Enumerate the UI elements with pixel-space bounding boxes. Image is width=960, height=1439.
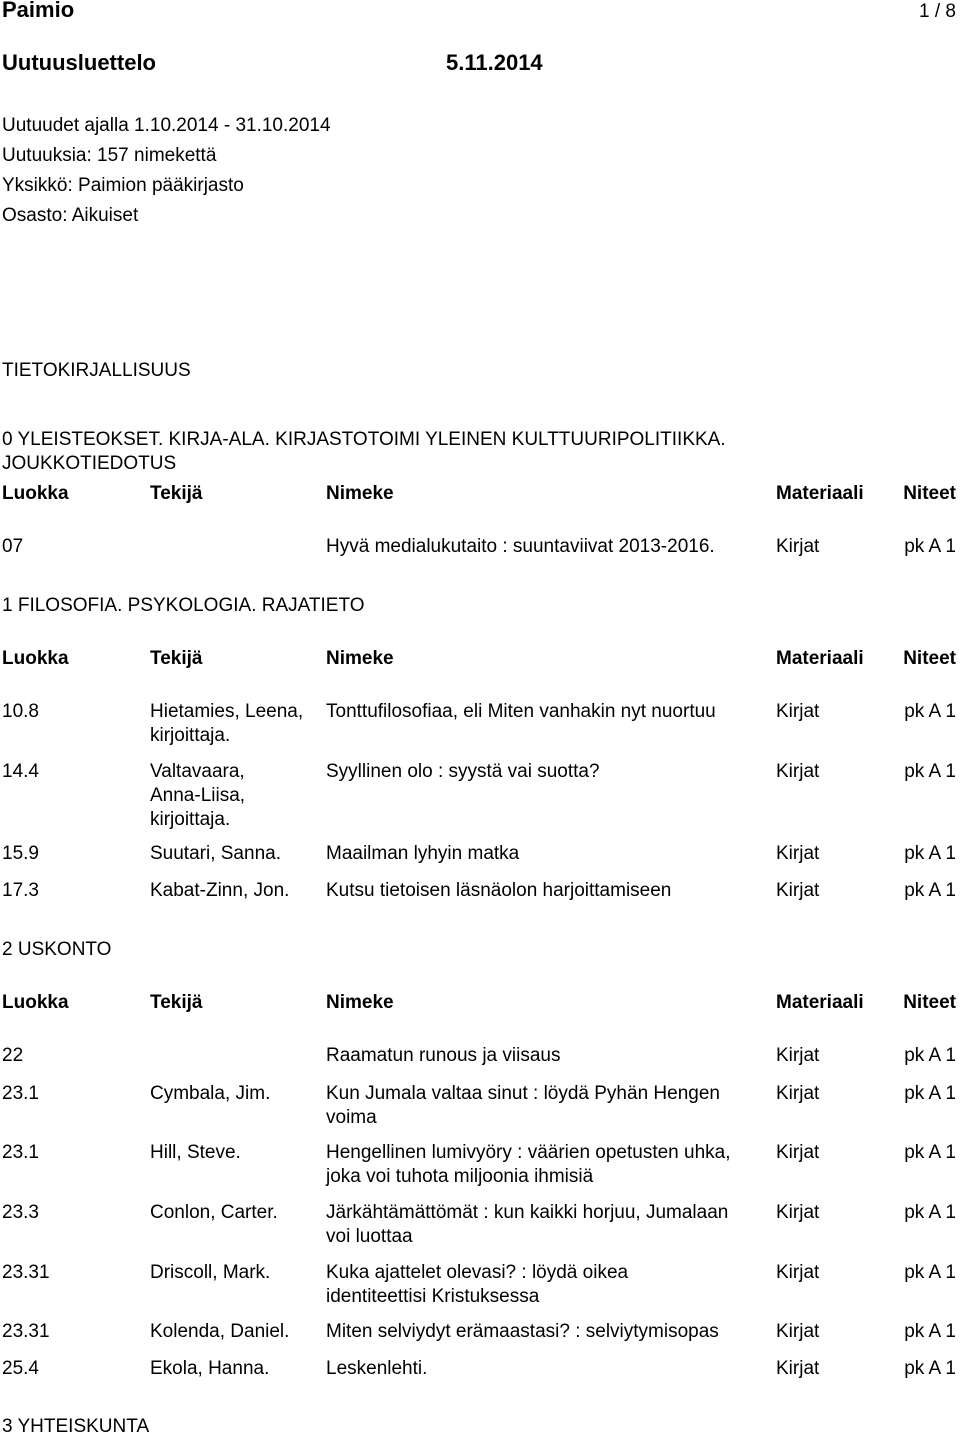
column-header-author: Tekijä (150, 648, 203, 669)
row-copies: pk A 1 (904, 536, 956, 557)
row-class: 15.9 (2, 843, 39, 864)
row-class: 17.3 (2, 880, 39, 901)
row-class: 22 (2, 1045, 24, 1066)
row-author: Kolenda, Daniel. (150, 1321, 290, 1342)
list-title: Uutuusluettelo (2, 50, 156, 75)
column-header-title: Nimeke (326, 992, 394, 1013)
row-material: Kirjat (776, 1083, 820, 1104)
column-header-copies: Niteet (903, 992, 956, 1013)
column-header-copies: Niteet (903, 648, 956, 669)
section-heading: 0 YLEISTEOKSET. KIRJA-ALA. KIRJASTOTOIMI YLEINEN KULTTUURIPOLITIIKKA. (2, 429, 726, 450)
list-date: 5.11.2014 (446, 50, 543, 75)
row-author: Anna-Liisa, (150, 785, 246, 806)
column-header-class: Luokka (2, 992, 69, 1013)
column-header-material: Materiaali (776, 992, 864, 1013)
row-material: Kirjat (776, 1321, 820, 1342)
column-header-title: Nimeke (326, 483, 394, 504)
row-copies: pk A 1 (904, 1142, 956, 1163)
row-title: Leskenlehti. (326, 1358, 428, 1379)
row-title: Raamatun runous ja viisaus (326, 1045, 561, 1066)
row-author: Driscoll, Mark. (150, 1262, 271, 1283)
section-heading: JOUKKOTIEDOTUS (2, 453, 177, 474)
column-header-author: Tekijä (150, 992, 203, 1013)
column-header-material: Materiaali (776, 648, 864, 669)
section-heading: 2 USKONTO (2, 939, 112, 960)
row-title: Kuka ajattelet olevasi? : löydä oikea (326, 1262, 629, 1283)
row-material: Kirjat (776, 880, 820, 901)
row-copies: pk A 1 (904, 1358, 956, 1379)
row-title: joka voi tuhota miljoonia ihmisiä (326, 1166, 594, 1187)
row-copies: pk A 1 (904, 880, 956, 901)
row-title: Hyvä medialukutaito : suuntaviivat 2013-2016. (326, 536, 715, 557)
row-author: kirjoittaja. (150, 809, 231, 830)
row-title: Tonttufilosofiaa, eli Miten vanhakin nyt nuortuu (326, 701, 716, 722)
row-author: Hietamies, Leena, (150, 701, 304, 722)
column-header-copies: Niteet (903, 483, 956, 504)
row-material: Kirjat (776, 843, 820, 864)
row-copies: pk A 1 (904, 761, 956, 782)
meta-line: Uutuuksia: 157 nimekettä (2, 145, 217, 166)
row-class: 23.3 (2, 1202, 39, 1223)
row-class: 23.31 (2, 1262, 50, 1283)
section-heading: 3 YHTEISKUNTA (2, 1416, 150, 1437)
row-author: Conlon, Carter. (150, 1202, 278, 1223)
column-header-title: Nimeke (326, 648, 394, 669)
meta-line: Uutuudet ajalla 1.10.2014 - 31.10.2014 (2, 115, 331, 136)
row-class: 23.1 (2, 1083, 39, 1104)
row-copies: pk A 1 (904, 1045, 956, 1066)
row-author: Suutari, Sanna. (150, 843, 281, 864)
row-title: Hengellinen lumivyöry : väärien opetusten uhka, (326, 1142, 731, 1163)
meta-line: Osasto: Aikuiset (2, 205, 139, 226)
row-copies: pk A 1 (904, 1321, 956, 1342)
column-header-class: Luokka (2, 483, 69, 504)
row-copies: pk A 1 (904, 843, 956, 864)
row-title: Syyllinen olo : syystä vai suotta? (326, 761, 600, 782)
row-class: 23.31 (2, 1321, 50, 1342)
row-material: Kirjat (776, 761, 820, 782)
page-number: 1 / 8 (919, 1, 956, 22)
row-title: voi luottaa (326, 1226, 413, 1247)
meta-line: Yksikkö: Paimion pääkirjasto (2, 175, 244, 196)
row-title: Järkähtämättömät : kun kaikki horjuu, Jumalaan (326, 1202, 729, 1223)
row-class: 10.8 (2, 701, 39, 722)
row-author: kirjoittaja. (150, 725, 231, 746)
column-header-author: Tekijä (150, 483, 203, 504)
row-material: Kirjat (776, 1358, 820, 1379)
row-material: Kirjat (776, 1142, 820, 1163)
row-material: Kirjat (776, 1202, 820, 1223)
row-copies: pk A 1 (904, 701, 956, 722)
row-author: Ekola, Hanna. (150, 1358, 270, 1379)
row-title: identiteettisi Kristuksessa (326, 1286, 540, 1307)
row-copies: pk A 1 (904, 1262, 956, 1283)
row-copies: pk A 1 (904, 1202, 956, 1223)
column-header-material: Materiaali (776, 483, 864, 504)
row-title: Kutsu tietoisen läsnäolon harjoittamiseen (326, 880, 672, 901)
row-class: 23.1 (2, 1142, 39, 1163)
row-material: Kirjat (776, 536, 820, 557)
row-author: Valtavaara, (150, 761, 245, 782)
row-title: Kun Jumala valtaa sinut : löydä Pyhän Hengen (326, 1083, 720, 1104)
column-header-class: Luokka (2, 648, 69, 669)
row-material: Kirjat (776, 1262, 820, 1283)
row-material: Kirjat (776, 701, 820, 722)
row-author: Cymbala, Jim. (150, 1083, 271, 1104)
row-title: voima (326, 1107, 377, 1128)
library-name: Paimio (2, 0, 75, 22)
row-title: Maailman lyhyin matka (326, 843, 520, 864)
category-heading: TIETOKIRJALLISUUS (2, 360, 191, 381)
row-class: 07 (2, 536, 24, 557)
row-copies: pk A 1 (904, 1083, 956, 1104)
row-title: Miten selviydyt erämaastasi? : selviytymisopas (326, 1321, 719, 1342)
row-material: Kirjat (776, 1045, 820, 1066)
row-class: 14.4 (2, 761, 39, 782)
row-author: Kabat-Zinn, Jon. (150, 880, 290, 901)
row-class: 25.4 (2, 1358, 39, 1379)
row-author: Hill, Steve. (150, 1142, 241, 1163)
section-heading: 1 FILOSOFIA. PSYKOLOGIA. RAJATIETO (2, 595, 365, 616)
